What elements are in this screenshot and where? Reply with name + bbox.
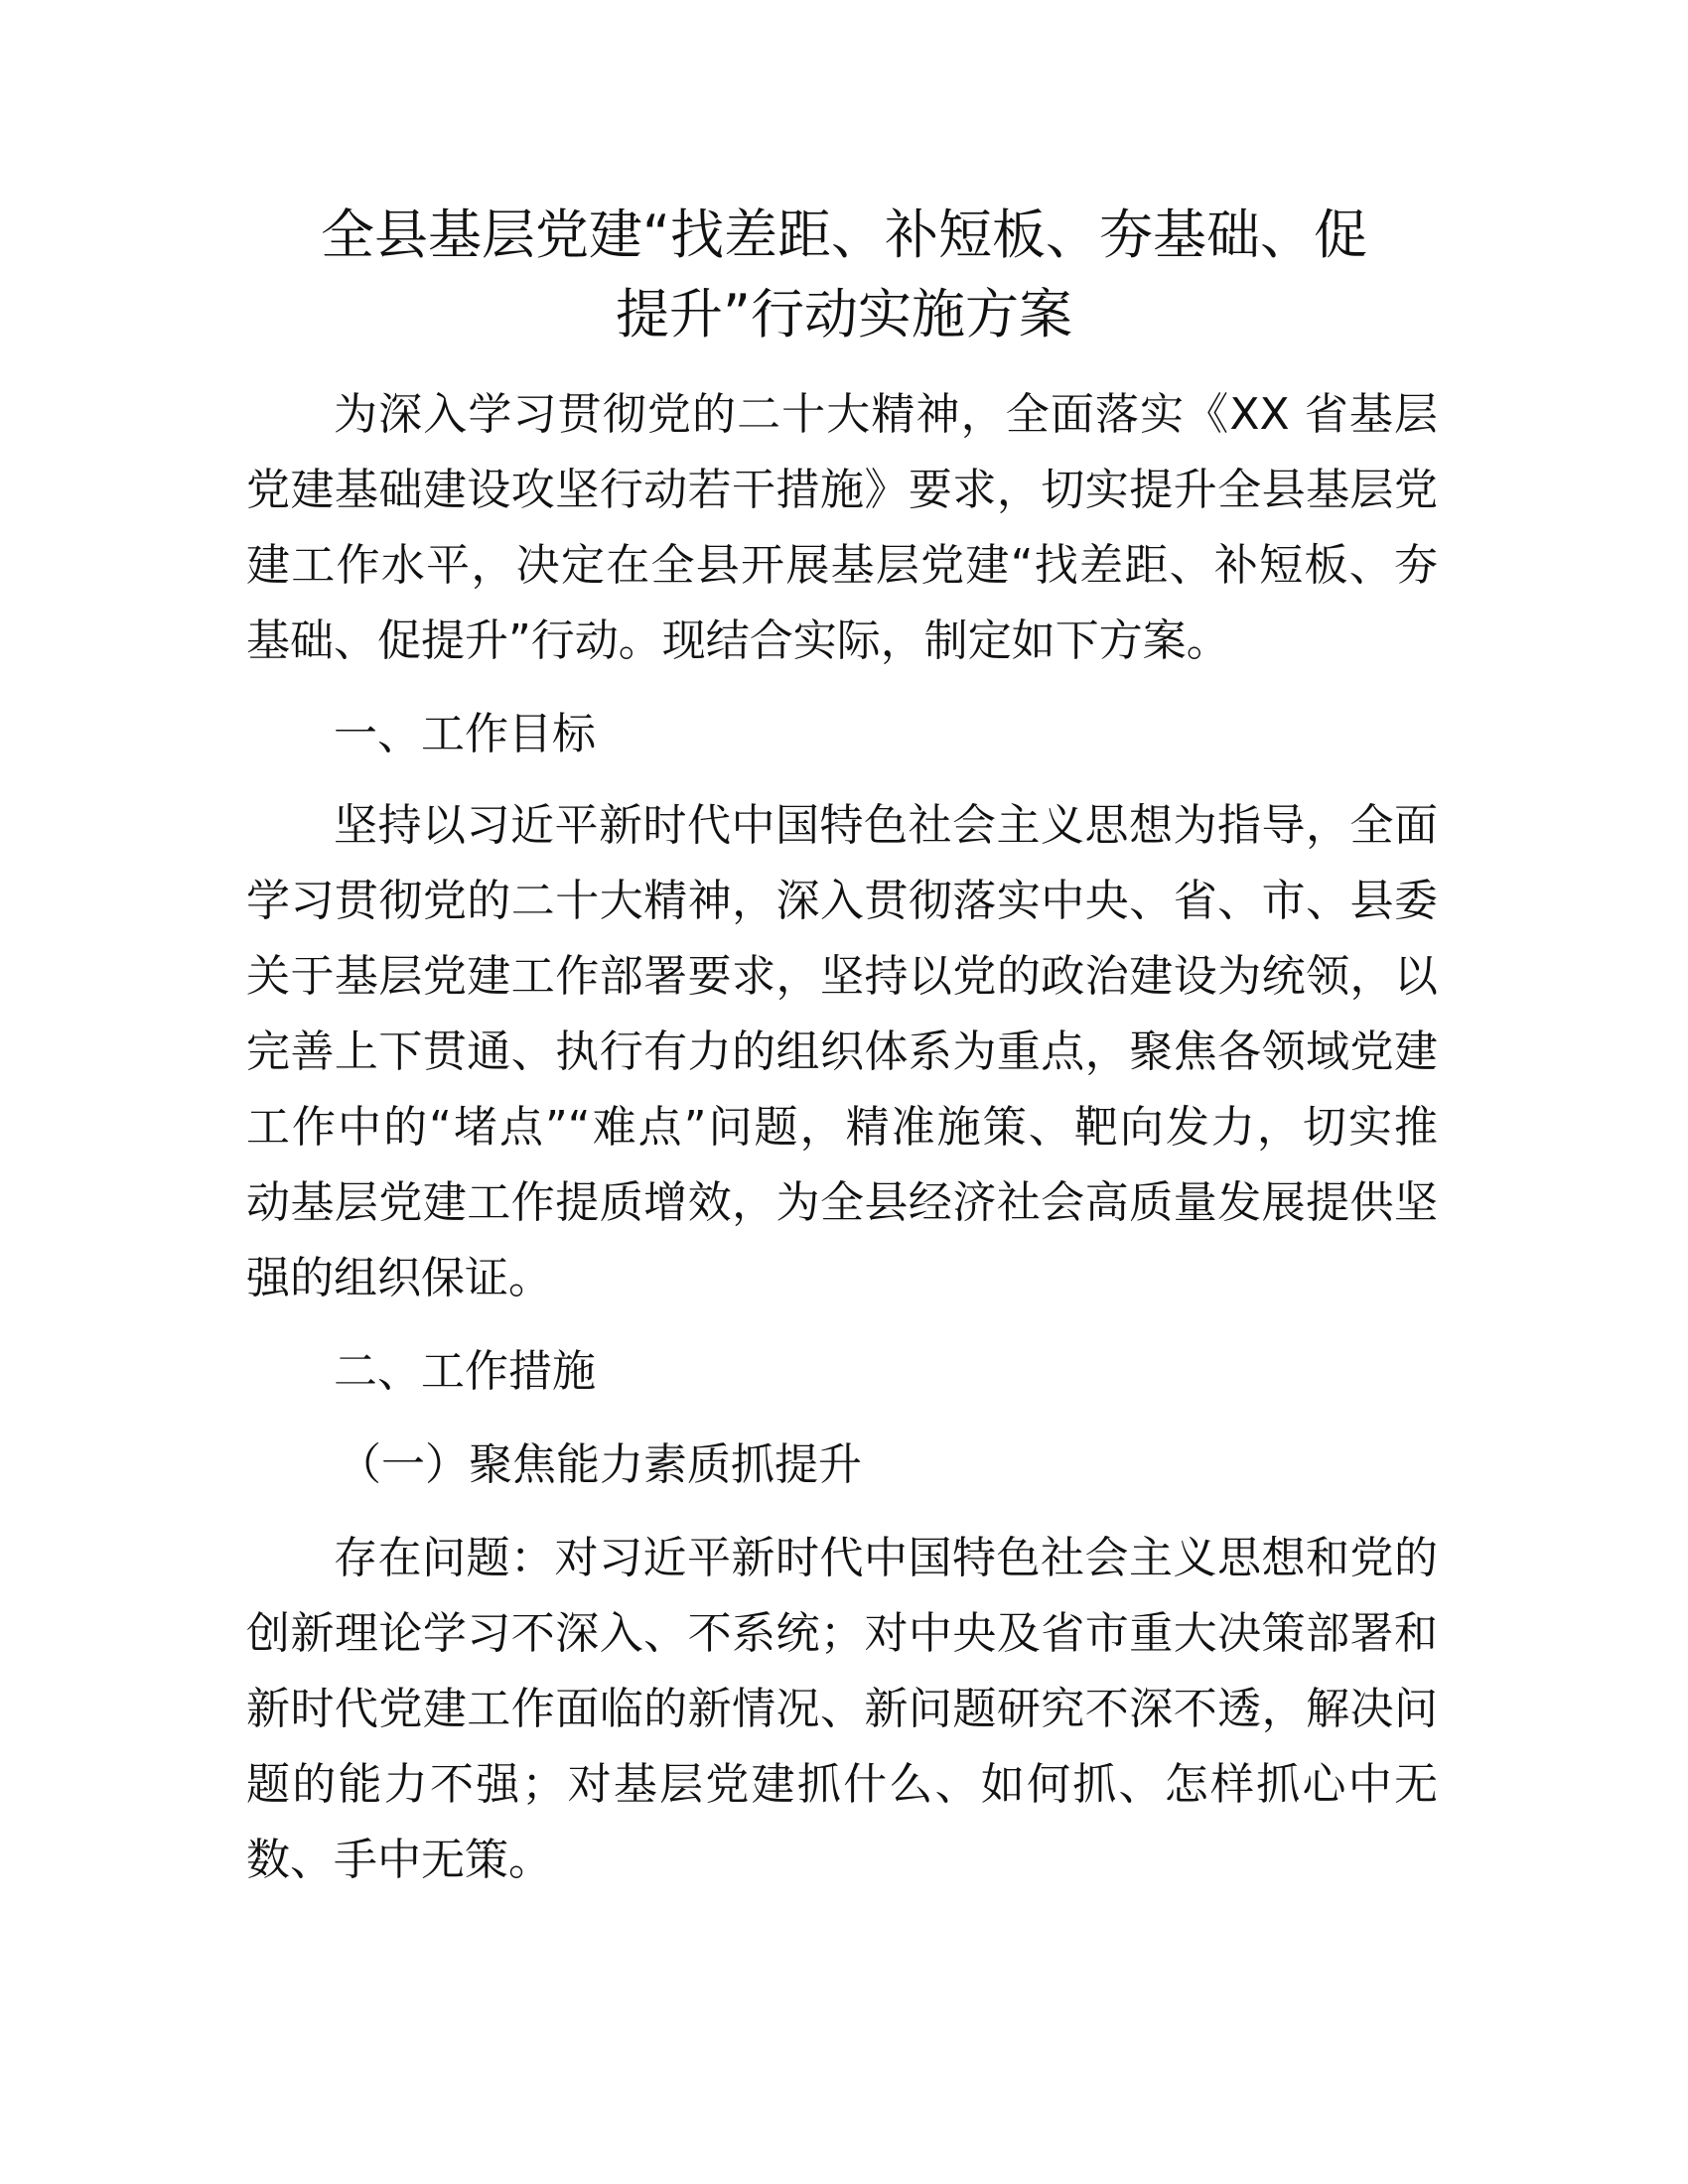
intro-line: 党建基础建设攻坚行动若干措施》要求，切实提升全县基层党 xyxy=(246,465,1438,515)
section1-line: 完善上下贯通、执行有力的组织体系为重点，聚焦各领域党建 xyxy=(246,1026,1438,1077)
subsection1-line: 创新理论学习不深入、不系统；对中央及省市重大决策部署和 xyxy=(246,1608,1438,1659)
intro-line: 为深入学习贯彻党的二十大精神，全面落实《XX 省基层 xyxy=(334,389,1438,440)
section1-line: 动基层党建工作提质增效，为全县经济社会高质量发展提供坚 xyxy=(246,1177,1438,1228)
section1-line: 强的组织保证。 xyxy=(246,1253,552,1303)
subsection-heading-capability: （一）聚焦能力素质抓提升 xyxy=(338,1439,862,1490)
section1-line: 工作中的“堵点”“难点”问题，精准施策、靶向发力，切实推 xyxy=(246,1102,1438,1153)
subsection1-line: 存在问题：对习近平新时代中国特色社会主义思想和党的 xyxy=(334,1533,1438,1583)
document-title-line-1: 全县基层党建“找差距、补短板、夯基础、促 xyxy=(321,204,1367,266)
section-heading-goals: 一、工作目标 xyxy=(334,709,596,759)
section1-line: 关于基层党建工作部署要求，坚持以党的政治建设为统领，以 xyxy=(246,951,1438,1002)
subsection1-line: 题的能力不强；对基层党建抓什么、如何抓、怎样抓心中无 xyxy=(246,1759,1438,1810)
intro-line: 建工作水平，决定在全县开展基层党建“找差距、补短板、夯 xyxy=(246,540,1438,591)
section-heading-measures: 二、工作措施 xyxy=(334,1346,596,1397)
subsection1-line: 数、手中无策。 xyxy=(246,1835,552,1885)
section1-line: 坚持以习近平新时代中国特色社会主义思想为指导，全面 xyxy=(334,800,1438,851)
intro-line: 基础、促提升”行动。现结合实际，制定如下方案。 xyxy=(246,615,1230,666)
section1-line: 学习贯彻党的二十大精神，深入贯彻落实中央、省、市、县委 xyxy=(246,876,1438,926)
subsection1-line: 新时代党建工作面临的新情况、新问题研究不深不透，解决问 xyxy=(246,1684,1438,1734)
document-title-line-2: 提升”行动实施方案 xyxy=(616,283,1072,345)
